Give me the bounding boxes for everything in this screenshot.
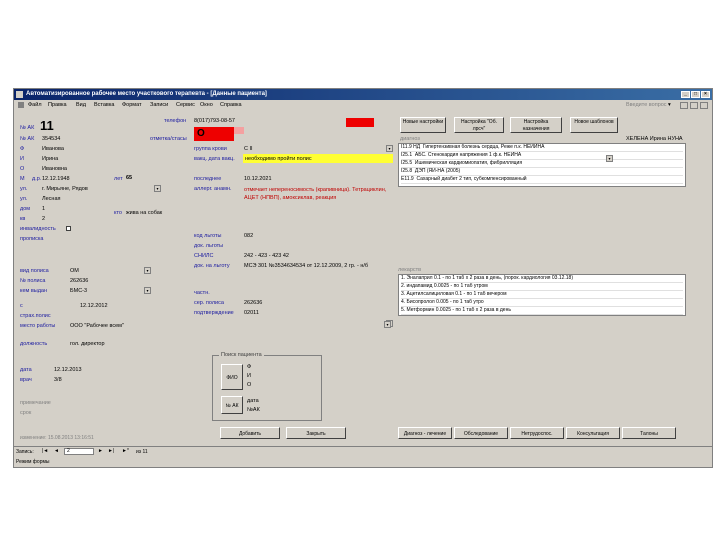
title-bar — [14, 89, 712, 100]
sex-label: М — [20, 176, 25, 182]
menu-bar — [14, 101, 712, 110]
add-button[interactable]: Добавить — [220, 427, 280, 439]
ak-value[interactable]: 354534 — [42, 136, 61, 142]
confirmation-label: подтверждение — [194, 310, 234, 316]
doctor-header: ХЕЛЕНА Ирина НУНА — [626, 136, 683, 142]
menu-format[interactable]: Формат — [122, 102, 142, 108]
child-maximize-icon[interactable] — [690, 102, 698, 109]
menu-records[interactable]: Записи — [150, 102, 169, 108]
list-item[interactable]: I25.8 ДЭП (ЯИ-НА (2005) — [401, 168, 683, 176]
position-value[interactable]: гол. директор — [70, 341, 105, 347]
workplace-label: место работы — [20, 323, 56, 329]
close-icon[interactable]: × — [701, 91, 710, 98]
coupons-button[interactable]: Талоны — [622, 427, 676, 439]
patronymic-value[interactable]: Ивановна — [42, 166, 67, 172]
child-minimize-icon[interactable] — [680, 102, 688, 109]
help-search-dropdown-icon[interactable]: ▾ — [668, 102, 671, 108]
allergy-value[interactable]: отмечает непереносимость (крапивница). Тетрациклин, АЦЕТ (НПВП), амоксиклав, реакция — [244, 187, 387, 201]
window-title: Автоматизированное рабочее место участкового терапевта - [Данные пациента] — [26, 91, 267, 97]
list-item[interactable]: 2. индапамид 0.0025 - по 1 таб утром — [401, 283, 683, 291]
list-item[interactable]: I25.5 Ишемическая кардиомиопатия, фибрилляция — [401, 160, 683, 168]
list-item[interactable]: I11.9 НД Гипертензивная болезнь сердца, Реже п.к. НЕЙИНА — [401, 144, 683, 152]
extra3-label: сер. полиса — [194, 300, 224, 306]
search-o-label: О — [247, 382, 252, 388]
list-item[interactable]: 5. Метформин 0.0025 - по 1 таб х 2 раза в день — [401, 307, 683, 315]
registry-doctor-value[interactable]: 3/8 — [54, 377, 62, 383]
blood-group-dropdown-icon[interactable]: ▾ — [386, 145, 393, 152]
menu-insert[interactable]: Вставка — [94, 102, 115, 108]
house-value[interactable]: 1 — [42, 206, 46, 212]
street-value[interactable]: Лесная — [42, 196, 61, 202]
issued-by-label: кем выдан — [20, 288, 48, 294]
menu-edit[interactable]: Правка — [48, 102, 67, 108]
list-item[interactable]: 3. Ацетилсалициловая 0.1 - по 1 таб вечером — [401, 291, 683, 299]
drugs-dropdown-icon[interactable]: ▾ — [384, 321, 391, 328]
issued-by-dropdown-icon[interactable]: ▾ — [144, 287, 151, 294]
snils-value[interactable]: 242 - 423 - 423 42 — [244, 253, 289, 259]
status-mode: Режим формы — [16, 459, 50, 465]
comment-label: примечание — [20, 400, 51, 406]
extra2-label: частн. — [194, 290, 210, 296]
observation-value[interactable]: 10.12.2021 — [244, 176, 272, 182]
card-label: № АК — [20, 125, 35, 131]
nav-first-icon[interactable]: |◄ — [42, 448, 49, 454]
app-icon — [16, 91, 23, 98]
nav-label: Запись: — [16, 449, 34, 455]
registry-date-label: дата — [20, 367, 32, 373]
benefit-doc-label: док. льготы — [194, 243, 224, 249]
age-value: 65 — [126, 175, 133, 181]
diagnoses-list[interactable] — [398, 143, 686, 187]
settings-object-button[interactable]: Настройка "Об. лрсч" — [454, 117, 504, 133]
form-icon — [18, 102, 24, 108]
search-panel — [212, 352, 322, 421]
issued-by-value[interactable]: БМС-3 — [70, 288, 88, 294]
policy-type-value[interactable]: ОМ — [70, 268, 79, 274]
settings-prescription-button[interactable]: Настройка назначения — [510, 117, 562, 133]
street-label: ул. — [20, 196, 28, 202]
vaccination-value[interactable]: необходимо пройти полис — [245, 156, 312, 162]
drugs-list[interactable] — [398, 274, 686, 316]
policy-date-label: с — [20, 303, 23, 309]
surname-label: Ф — [20, 146, 25, 152]
menu-tools[interactable]: Сервис — [176, 102, 195, 108]
alert-marker — [346, 118, 374, 127]
house-label: дом — [20, 206, 31, 212]
search-i-label: И — [247, 373, 251, 379]
drugs-header: лекарств — [398, 267, 422, 273]
diagnosis-treatment-button[interactable]: Диагноз - лечение — [398, 427, 452, 439]
record-info: изменение: 15.08.2013 13:16:51 — [20, 435, 94, 441]
name-value[interactable]: Ирина — [42, 156, 59, 162]
name-label: И — [20, 156, 24, 162]
benefit-docs-value[interactable]: МСЭ 301 №3534634534 от 12.12.2009, 2 гр. - н/б — [244, 263, 369, 269]
flat-label: кв — [20, 216, 26, 222]
nav-prev-icon[interactable]: ◄ — [54, 448, 59, 454]
extra-value: жива на собак — [126, 210, 163, 216]
phone-label: телефон — [164, 118, 187, 124]
position-label: должность — [20, 341, 48, 347]
card-number: 11 — [40, 118, 54, 133]
benefit-docs-label: док. на льготу — [194, 263, 230, 269]
blood-group-label: группа крови — [194, 146, 227, 152]
help-search-input[interactable]: Введите вопрос — [626, 102, 667, 108]
policy-type-dropdown-icon[interactable]: ▾ — [144, 267, 151, 274]
sign-badge: О — [194, 127, 234, 141]
search-panel-title: Поиск пациента — [221, 352, 262, 358]
benefit-code-value[interactable]: 082 — [244, 233, 254, 239]
search-num-label: №АК — [247, 407, 260, 413]
policy-date-value[interactable]: 12.12.2012 — [80, 303, 108, 309]
list-item[interactable]: E11.9 Сахарный диабет 2 тип, субкомпенсированный — [401, 176, 683, 184]
maximize-icon[interactable]: □ — [691, 91, 700, 98]
policy-type-label: вид полиса — [20, 268, 49, 274]
disability-button[interactable]: Нетрудоспос. — [510, 427, 564, 439]
disability-label: инвалидность — [20, 226, 56, 232]
phone-value[interactable]: 8(017)793-08-57 — [194, 118, 235, 124]
menu-view[interactable]: Вид — [76, 102, 86, 108]
period-label: срок — [20, 410, 32, 416]
list-item[interactable]: 1. Эналаприл 0.1 - по 1 таб х 2 раза в день, (порок. кардиология 03.12.18) — [401, 275, 683, 283]
snils-label: СНИЛС — [194, 253, 214, 259]
search-by-name-button[interactable]: ФИО — [221, 364, 243, 390]
registry-date-value[interactable]: 12.12.2013 — [54, 367, 82, 373]
new-settings-button[interactable]: Новые настройки — [400, 117, 446, 133]
app-window — [13, 88, 713, 468]
ak-label: № АК — [20, 136, 35, 142]
menu-file[interactable]: Файл — [28, 102, 42, 108]
address-label: ул. — [20, 186, 28, 192]
registry-doctor-label: врач — [20, 377, 32, 383]
extra3-value[interactable]: 262636 — [244, 300, 263, 306]
benefit-code-label: код льготы — [194, 233, 222, 239]
address-value[interactable]: г. Мирьяне, Рядов — [42, 186, 88, 192]
confirmation-value[interactable]: 02011 — [244, 310, 259, 316]
search-by-card-button[interactable]: № АК — [221, 396, 243, 414]
registration-label: прописка — [20, 236, 44, 242]
policy-number-value[interactable]: 262636 — [70, 278, 89, 284]
nav-new-icon[interactable]: ►* — [122, 448, 129, 454]
diagnoses-header: диагноз — [400, 136, 420, 142]
examination-button[interactable]: Обследование — [454, 427, 508, 439]
allergy-label: аллерг. анамн. — [194, 186, 232, 192]
close-button[interactable]: Закрыть — [286, 427, 346, 439]
blood-group-value[interactable]: С II — [244, 146, 253, 152]
disability-checkbox[interactable] — [66, 226, 71, 231]
birth-label: д.р. — [32, 176, 42, 182]
diagnoses-dropdown-icon[interactable]: ▾ — [606, 155, 613, 162]
list-item[interactable]: 4. Бисопролол 0.005 - по 1 таб утро — [401, 299, 683, 307]
sign-label: отметка/стасы — [150, 136, 187, 142]
extra-label: кто — [114, 210, 122, 216]
menu-help[interactable]: Справка — [220, 102, 242, 108]
nav-next-icon[interactable]: ► — [98, 448, 103, 454]
age-label: лет — [114, 176, 123, 182]
observation-label: последнее — [194, 176, 222, 182]
minimize-icon[interactable]: _ — [681, 91, 690, 98]
insurance-company-label: страх.полис — [20, 313, 51, 319]
child-close-icon[interactable] — [700, 102, 708, 109]
patronymic-label: О — [20, 166, 25, 172]
birth-value[interactable]: 12.12.1948 — [42, 176, 70, 182]
address-dropdown-icon[interactable]: ▾ — [154, 185, 161, 192]
vaccination-label: вакц. дата вакц. — [194, 156, 235, 162]
workplace-value[interactable]: ООО "Рабочее всем" — [70, 323, 124, 329]
surname-value[interactable]: Иванова — [42, 146, 64, 152]
menu-window[interactable]: Окно — [200, 102, 213, 108]
status-area — [14, 446, 712, 467]
sign-badge-tail — [234, 127, 244, 134]
search-f-label: Ф — [247, 364, 252, 370]
new-templates-button[interactable]: Новое шаблонов — [570, 117, 618, 133]
consultation-button[interactable]: Консультация — [566, 427, 620, 439]
nav-current-input[interactable]: 2 — [64, 448, 94, 455]
nav-last-icon[interactable]: ►| — [108, 448, 115, 454]
list-item[interactable]: I25.1 АБС. Стенокардия напряжения 1 ф.к. НЕЙНА — [401, 152, 683, 160]
policy-number-label: № полиса — [20, 278, 46, 284]
search-date-label: дата — [247, 398, 259, 404]
flat-value[interactable]: 2 — [42, 216, 46, 222]
nav-total: из 11 — [136, 449, 148, 455]
